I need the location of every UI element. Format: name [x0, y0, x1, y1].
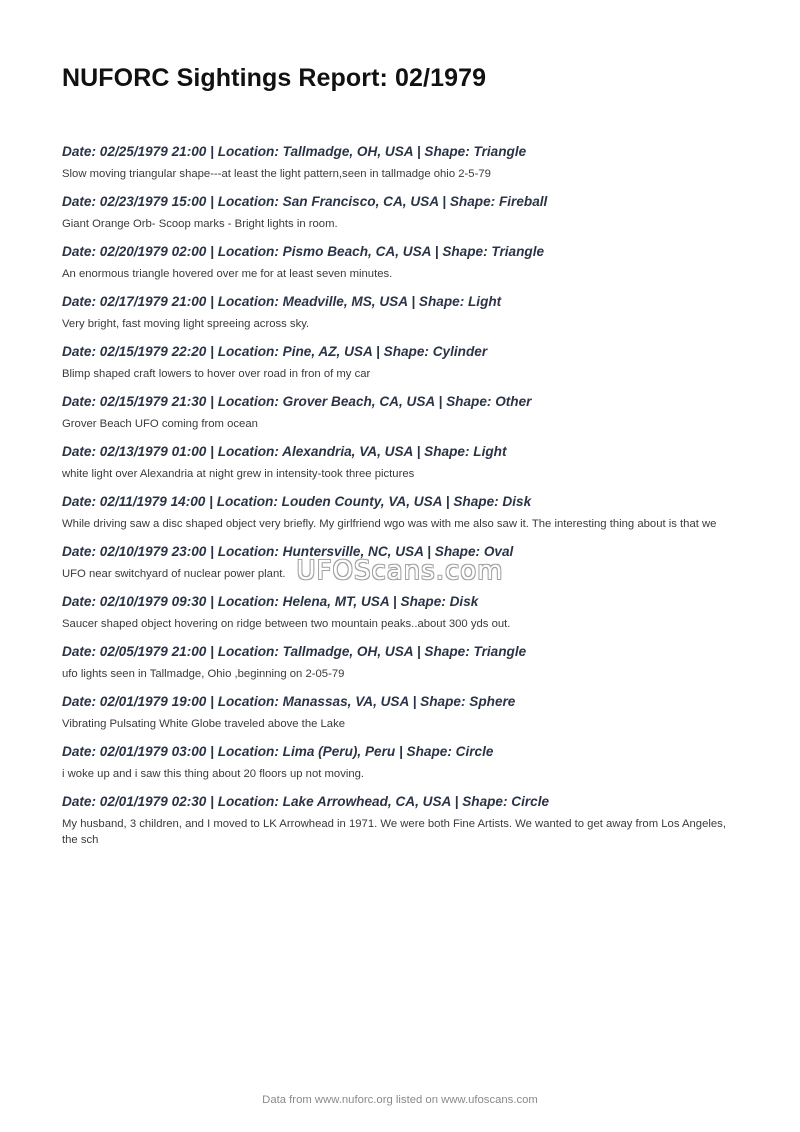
report-summary: Very bright, fast moving light spreeing across sky. [62, 318, 310, 330]
report-summary: Vibrating Pulsating White Globe traveled above the Lake [62, 718, 346, 730]
report-summary: Slow moving triangular shape---at least the light pattern,seen in tallmadge ohio 2-5-79 [62, 168, 491, 180]
report-heading: Date: 02/05/1979 21:00 | Location: Tallmadge, OH, USA | Shape: Triangle [62, 644, 527, 659]
report-heading: Date: 02/01/1979 19:00 | Location: Manassas, VA, USA | Shape: Sphere [62, 694, 516, 709]
report-heading: Date: 02/01/1979 02:30 | Location: Lake Arrowhead, CA, USA | Shape: Circle [62, 794, 550, 809]
report-heading: Date: 02/10/1979 09:30 | Location: Helena, MT, USA | Shape: Disk [62, 594, 479, 609]
watermark: UFOScans.com [296, 556, 504, 586]
report-summary: Giant Orange Orb- Scoop marks - Bright lights in room. [62, 218, 338, 230]
report-entry [62, 143, 738, 182]
report-heading: Date: 02/15/1979 21:30 | Location: Grover Beach, CA, USA | Shape: Other [62, 394, 532, 409]
report-summary: An enormous triangle hovered over me for at least seven minutes. [62, 268, 393, 280]
report-list [62, 143, 738, 859]
report-entry [62, 243, 738, 282]
report-entry [62, 393, 738, 432]
report-summary: While driving saw a disc shaped object very briefly. My girlfriend wgo was with me also saw it. The interesting thing about is that we [62, 518, 717, 530]
report-summary: Saucer shaped object hovering on ridge between two mountain peaks..about 300 yds out. [62, 618, 511, 630]
report-entry [62, 693, 738, 732]
report-entry [62, 343, 738, 382]
footer-credit: Data from www.nuforc.org listed on www.ufoscans.com [262, 1094, 538, 1106]
report-entry [62, 743, 738, 782]
report-summary: UFO near switchyard of nuclear power plant. [62, 568, 286, 580]
report-entry [62, 193, 738, 232]
report-heading: Date: 02/10/1979 23:00 | Location: Huntersville, NC, USA | Shape: Oval [62, 544, 514, 559]
report-heading: Date: 02/20/1979 02:00 | Location: Pismo Beach, CA, USA | Shape: Triangle [62, 244, 545, 259]
report-entry [62, 443, 738, 482]
report-summary: i woke up and i saw this thing about 20 floors up not moving. [62, 768, 365, 780]
report-summary: white light over Alexandria at night grew in intensity-took three pictures [62, 468, 415, 480]
report-heading: Date: 02/11/1979 14:00 | Location: Louden County, VA, USA | Shape: Disk [62, 494, 532, 509]
report-entry [62, 493, 738, 532]
report-entry [62, 293, 738, 332]
report-heading: Date: 02/25/1979 21:00 | Location: Tallmadge, OH, USA | Shape: Triangle [62, 144, 527, 159]
report-entry [62, 643, 738, 682]
report-heading: Date: 02/15/1979 22:20 | Location: Pine, AZ, USA | Shape: Cylinder [62, 344, 488, 359]
report-entry [62, 543, 738, 582]
report-heading: Date: 02/01/1979 03:00 | Location: Lima (Peru), Peru | Shape: Circle [62, 744, 494, 759]
report-heading: Date: 02/23/1979 15:00 | Location: San Francisco, CA, USA | Shape: Fireball [62, 194, 548, 209]
report-heading: Date: 02/13/1979 01:00 | Location: Alexandria, VA, USA | Shape: Light [62, 444, 507, 459]
report-entry [62, 793, 738, 848]
page-title: NUFORC Sightings Report: 02/1979 [62, 64, 487, 92]
report-summary: Blimp shaped craft lowers to hover over road in fron of my car [62, 368, 371, 380]
report-summary: My husband, 3 children, and I moved to LK Arrowhead in 1971. We were both Fine Artists. We wanted to get away from Los Angeles, the sch [62, 818, 726, 846]
report-heading: Date: 02/17/1979 21:00 | Location: Meadville, MS, USA | Shape: Light [62, 294, 502, 309]
report-summary: Grover Beach UFO coming from ocean [62, 418, 258, 430]
report-summary: ufo lights seen in Tallmadge, Ohio ,beginning on 2-05-79 [62, 668, 345, 680]
report-entry [62, 593, 738, 632]
